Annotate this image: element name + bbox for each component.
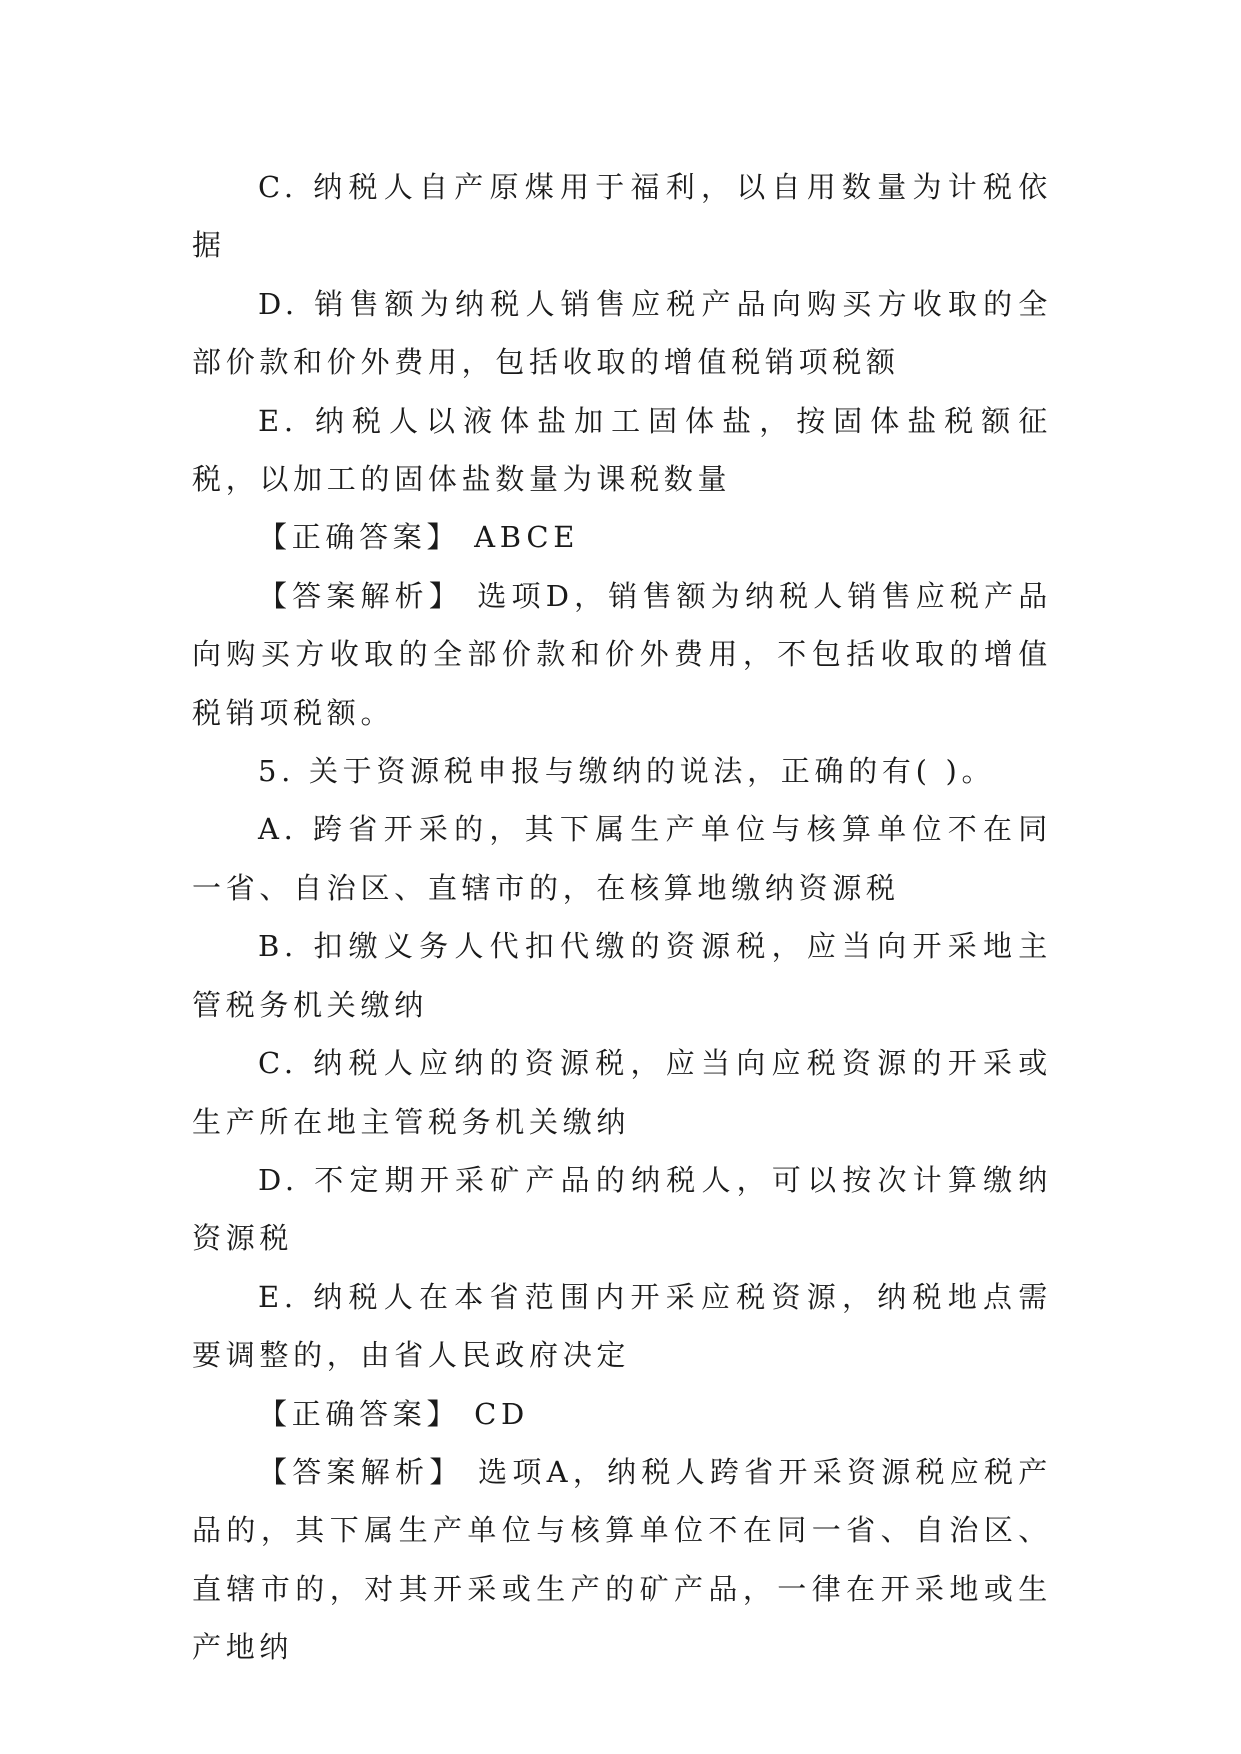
answer-value: ABCE [460, 520, 580, 555]
answer-explanation-q5 [192, 1443, 1052, 1677]
paragraph-text: C. 纳税人应纳的资源税，应当向应税资源的开采或生产所在地主管税务机关缴纳 [192, 1046, 1052, 1139]
correct-answer-q5 [192, 1385, 1052, 1443]
answer-explanation-q4 [192, 567, 1052, 742]
explanation-text: 选项D，销售额为纳税人销售应税产品向购买方收取的全部价款和价外费用，不包括收取的增值税销项税额。 [192, 578, 1052, 730]
option-e-liquid-salt [192, 392, 1052, 509]
q5-option-c [192, 1034, 1052, 1151]
paragraph-text: D. 销售额为纳税人销售应税产品向购买方收取的全部价款和价外费用，包括收取的增值税销项税额 [192, 286, 1052, 380]
q5-option-a [192, 800, 1052, 917]
explanation-text: 选项A，纳税人跨省开采资源税应税产品的，其下属生产单位与核算单位不在同一省、自治区、直辖市的，对其开采或生产的矿产品，一律在开采地或生产地纳 [192, 1454, 1053, 1665]
explanation-label: 【答案解析】 [258, 1454, 464, 1489]
correct-answer-q4 [192, 508, 1052, 566]
q5-option-d [192, 1151, 1052, 1268]
question-5 [192, 742, 1052, 800]
question-text: 5. 关于资源税申报与缴纳的说法，正确的有( )。 [258, 754, 996, 789]
answer-label: 【正确答案】 [258, 1396, 461, 1431]
answer-value: CD [460, 1396, 529, 1431]
paragraph-text: E. 纳税人以液体盐加工固体盐，按固体盐税额征税，以加工的固体盐数量为课税数量 [192, 403, 1052, 497]
answer-label: 【正确答案】 [258, 520, 461, 555]
paragraph-text: D. 不定期开采矿产品的纳税人，可以按次计算缴纳资源税 [192, 1162, 1052, 1256]
paragraph-text: A. 跨省开采的，其下属生产单位与核算单位不在同一省、自治区、直辖市的，在核算地缴纳资源税 [192, 812, 1052, 905]
option-c-own-coal [192, 158, 1052, 275]
paragraph-text: B. 扣缴义务人代扣代缴的资源税，应当向开采地主管税务机关缴纳 [192, 929, 1052, 1022]
paragraph-text: C. 纳税人自产原煤用于福利，以自用数量为计税依据 [192, 170, 1052, 263]
option-d-sales-amount [192, 275, 1052, 392]
q5-option-b [192, 917, 1052, 1034]
explanation-label: 【答案解析】 [258, 578, 463, 613]
paragraph-text: E. 纳税人在本省范围内开采应税资源，纳税地点需要调整的，由省人民政府决定 [192, 1279, 1052, 1373]
document-page [192, 158, 1052, 1677]
q5-option-e [192, 1268, 1052, 1385]
